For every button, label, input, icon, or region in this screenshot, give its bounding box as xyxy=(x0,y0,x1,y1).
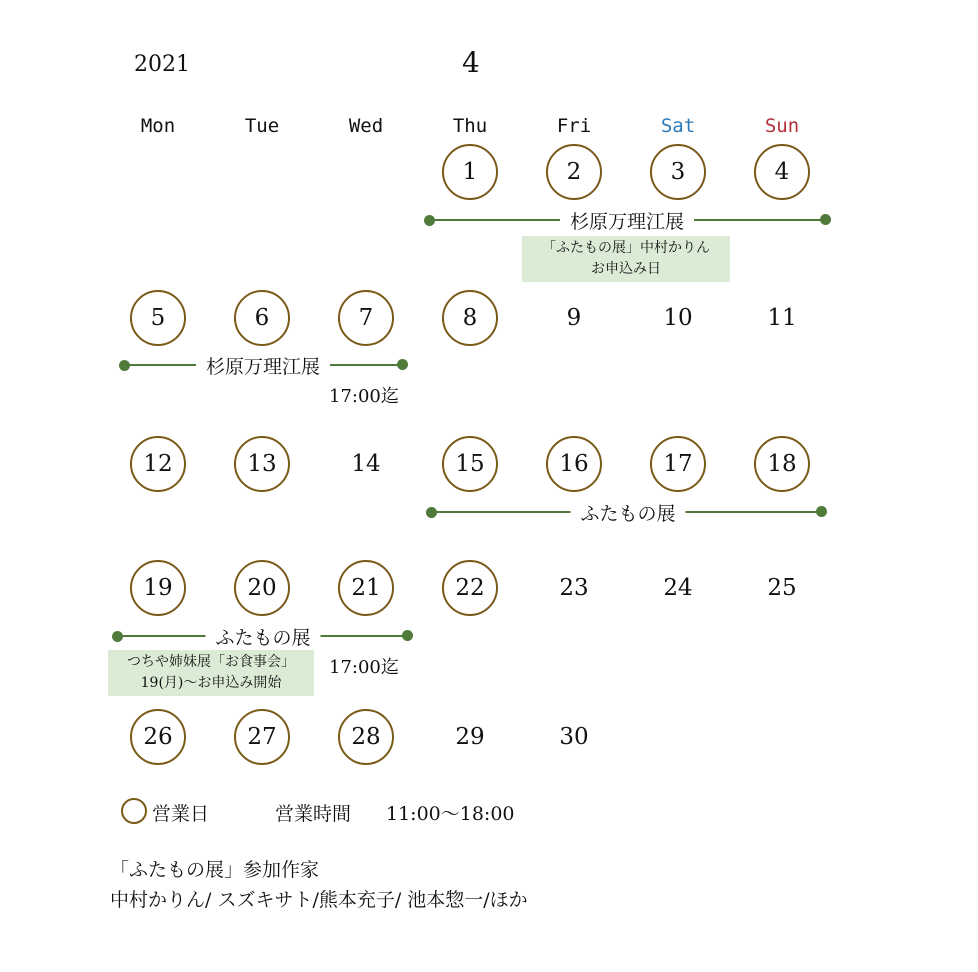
day-27: 27 xyxy=(234,709,290,765)
day-10: 10 xyxy=(663,305,693,331)
weekday-fri: Fri xyxy=(556,115,592,137)
open-day-legend-label: 営業日 xyxy=(152,803,210,825)
day-15: 15 xyxy=(442,436,498,492)
weekday-mon: Mon xyxy=(140,115,176,137)
day-13: 13 xyxy=(234,436,290,492)
until-time-2: 17:00迄 xyxy=(329,657,399,678)
note-tsuchiya xyxy=(108,650,314,696)
day-14: 14 xyxy=(351,451,381,477)
day-28: 28 xyxy=(338,709,394,765)
hours-value: 11:00～18:00 xyxy=(386,803,515,825)
note-line: 19(月)～お申込み開始 xyxy=(140,675,282,691)
day-22: 22 xyxy=(442,560,498,616)
day-25: 25 xyxy=(767,575,797,601)
day-21: 21 xyxy=(338,560,394,616)
weekday-sat: Sat xyxy=(660,115,696,137)
event-label-futamono-2: ふたもの展 xyxy=(205,623,320,650)
event-start-dot xyxy=(426,507,437,518)
note-futamono-apply xyxy=(522,236,730,282)
day-11: 11 xyxy=(767,305,797,331)
hours-label: 営業時間 xyxy=(275,803,352,825)
weekday-wed: Wed xyxy=(348,115,384,137)
event-start-dot xyxy=(112,631,123,642)
month: 4 xyxy=(462,46,480,79)
day-6: 6 xyxy=(234,290,290,346)
weekday-thu: Thu xyxy=(452,115,488,137)
day-5: 5 xyxy=(130,290,186,346)
until-time-1: 17:00迄 xyxy=(329,386,399,407)
year: 2021 xyxy=(134,52,190,77)
day-29: 29 xyxy=(455,724,485,750)
open-day-legend-icon xyxy=(121,798,147,824)
event-end-dot xyxy=(397,359,408,370)
day-24: 24 xyxy=(663,575,693,601)
note-line: 「ふたもの展」中村かりん xyxy=(542,240,710,256)
day-2: 2 xyxy=(546,144,602,200)
event-label-sugihara-2: 杉原万理江展 xyxy=(196,352,330,379)
day-4: 4 xyxy=(754,144,810,200)
day-8: 8 xyxy=(442,290,498,346)
day-7: 7 xyxy=(338,290,394,346)
event-end-dot xyxy=(816,506,827,517)
day-17: 17 xyxy=(650,436,706,492)
event-end-dot xyxy=(402,630,413,641)
event-label-futamono-1: ふたもの展 xyxy=(570,499,685,526)
event-label-sugihara-1: 杉原万理江展 xyxy=(560,207,694,234)
artists-title: 「ふたもの展」参加作家 xyxy=(110,859,320,881)
event-start-dot xyxy=(119,360,130,371)
event-end-dot xyxy=(820,214,831,225)
day-19: 19 xyxy=(130,560,186,616)
weekday-tue: Tue xyxy=(244,115,280,137)
event-start-dot xyxy=(424,215,435,226)
day-26: 26 xyxy=(130,709,186,765)
day-23: 23 xyxy=(559,575,589,601)
day-18: 18 xyxy=(754,436,810,492)
day-9: 9 xyxy=(566,305,582,331)
note-line: お申込み日 xyxy=(591,261,661,277)
day-30: 30 xyxy=(559,724,589,750)
artists-names: 中村かりん/ スズキサト/熊本充子/ 池本惣一/ほか xyxy=(110,889,528,911)
day-3: 3 xyxy=(650,144,706,200)
weekday-sun: Sun xyxy=(764,115,800,137)
day-16: 16 xyxy=(546,436,602,492)
note-line: つちや姉妹展「お食事会」 xyxy=(127,654,295,670)
day-12: 12 xyxy=(130,436,186,492)
day-20: 20 xyxy=(234,560,290,616)
day-1: 1 xyxy=(442,144,498,200)
